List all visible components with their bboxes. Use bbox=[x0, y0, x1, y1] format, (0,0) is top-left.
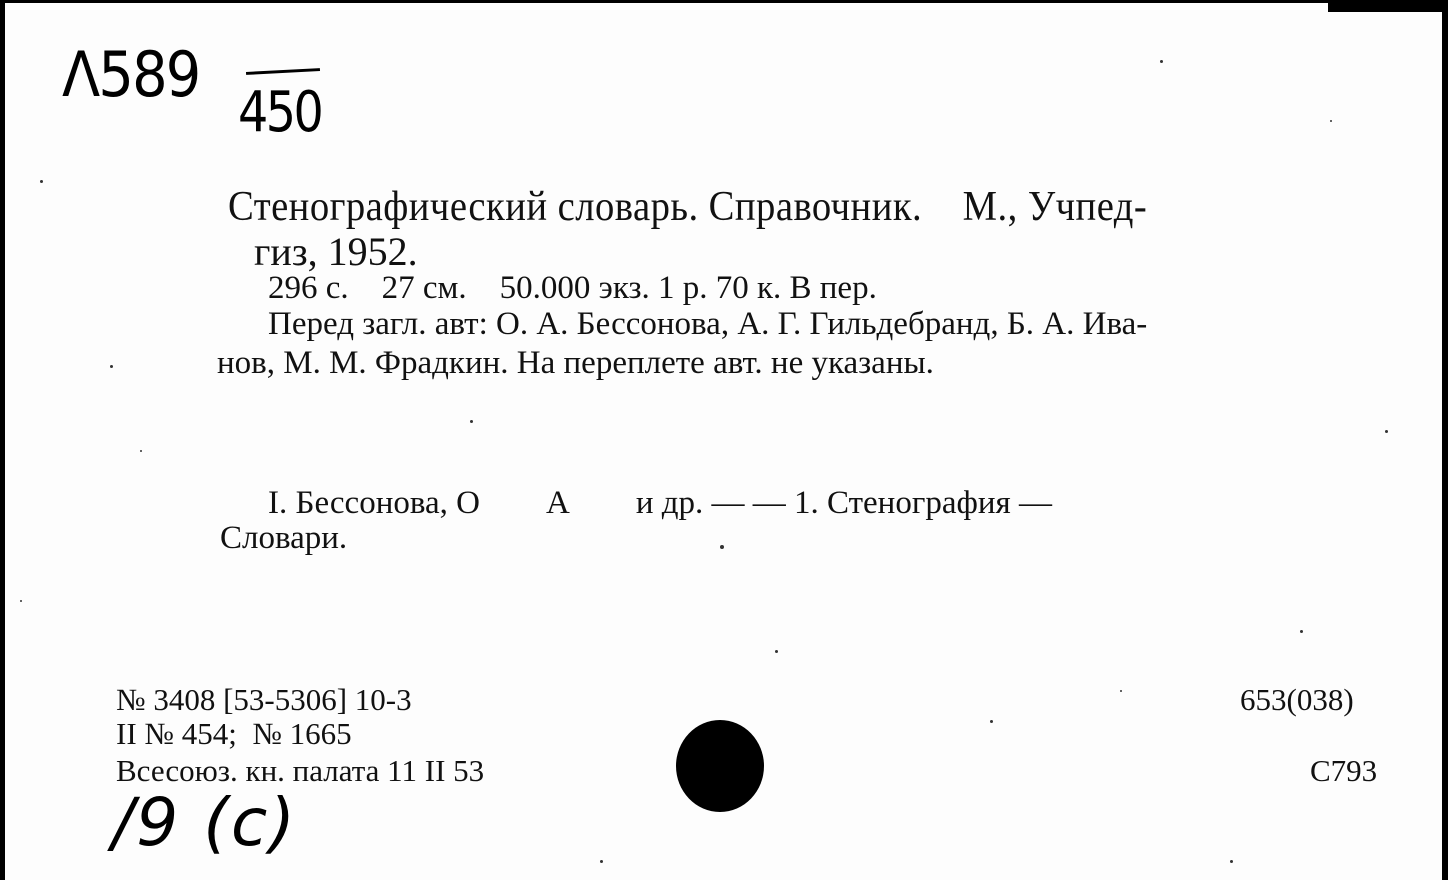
scan-speck bbox=[110, 365, 113, 368]
punch-hole bbox=[676, 720, 764, 812]
scan-speck bbox=[1300, 630, 1303, 633]
scan-speck bbox=[775, 650, 778, 653]
physical-description: 296 с. 27 см. 50.000 экз. 1 р. 70 к. В пер. bbox=[268, 270, 877, 306]
scan-speck bbox=[1160, 60, 1163, 63]
scan-border-left bbox=[0, 0, 5, 880]
scan-speck bbox=[40, 180, 43, 183]
shelfmark-fraction-bar bbox=[246, 68, 320, 75]
udc-classification: 653(038) bbox=[1240, 682, 1354, 717]
scan-speck bbox=[470, 420, 473, 423]
scan-speck bbox=[1120, 690, 1122, 692]
scan-speck bbox=[1385, 430, 1388, 433]
entry-title-line: Стенографический словарь. Справочник. М., Учпед- bbox=[228, 184, 1148, 230]
scan-speck bbox=[1330, 120, 1332, 122]
shelfmark-main: Λ589 bbox=[62, 38, 200, 111]
scan-speck bbox=[990, 720, 993, 723]
scan-border-top-right bbox=[1328, 0, 1448, 12]
tracings-line-2: Словари. bbox=[220, 520, 348, 556]
scan-speck bbox=[20, 600, 22, 602]
scan-speck bbox=[140, 450, 142, 452]
registration-code-line-2: II № 454; № 1665 bbox=[116, 716, 352, 751]
tracings-line-1: I. Бессонова, О А и др. — — 1. Стенография — bbox=[268, 485, 1052, 521]
shelfmark-sub: 450 bbox=[238, 80, 322, 145]
handwritten-bottom-note: /9 (с) bbox=[112, 784, 297, 861]
author-mark: С793 bbox=[1310, 753, 1378, 788]
entry-title-continuation: гиз, 1952. bbox=[254, 229, 418, 274]
scan-border-top bbox=[0, 0, 1448, 3]
scan-speck bbox=[720, 545, 724, 549]
authors-note-line-2: нов, М. М. Фрадкин. На переплете авт. не указаны. bbox=[217, 345, 934, 381]
scan-speck bbox=[1230, 860, 1233, 863]
authors-note-line-1: Перед загл. авт: О. А. Бессонова, А. Г. Гильдебранд, Б. А. Ива- bbox=[268, 306, 1148, 342]
scan-speck bbox=[600, 860, 603, 863]
registration-code-line-1: № 3408 [53-5306] 10-3 bbox=[116, 682, 412, 717]
chamber-imprint-line: Всесоюз. кн. палата 11 II 53 bbox=[116, 753, 485, 788]
scan-border-right bbox=[1442, 0, 1448, 880]
